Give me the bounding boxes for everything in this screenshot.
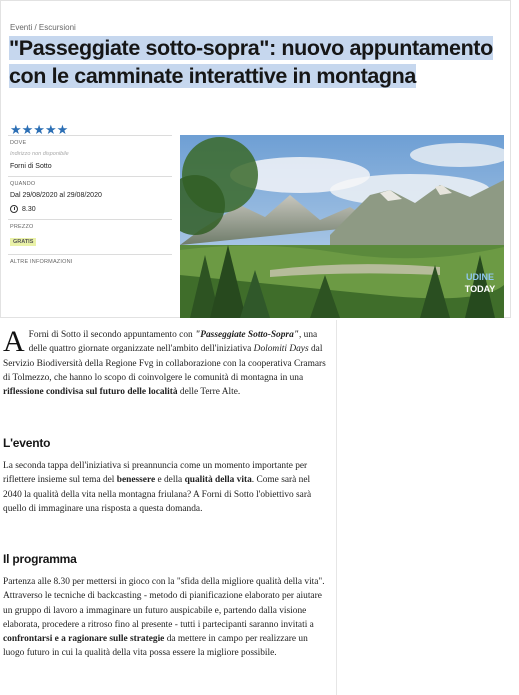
- rating-stars[interactable]: ★★★★★: [10, 122, 69, 137]
- where-address: Indirizzo non disponibile: [10, 151, 69, 157]
- evento-paragraph: [3, 459, 329, 516]
- clock-icon: [10, 205, 18, 213]
- intro-text-1: Forni di Sotto il secondo appuntamento con: [28, 330, 196, 340]
- intro-paragraph: [3, 325, 329, 399]
- where-value: Forni di Sotto: [10, 163, 52, 170]
- where-label: DOVE: [10, 140, 27, 146]
- intro-text-4: delle Terre Alte.: [177, 387, 241, 398]
- page-title: [9, 34, 505, 90]
- watermark-line1: UDINE: [465, 272, 495, 282]
- info-price: [8, 219, 172, 254]
- page-title-text: "Passeggiate sotto-sopra": nuovo appuntamento con le camminate interattive in montagna: [9, 36, 493, 88]
- event-photo: [180, 135, 504, 318]
- article-body: [0, 320, 337, 695]
- section-heading-evento: L'evento: [3, 436, 51, 450]
- programma-text-2: da mettere in campo per realizzare un luogo futuro in cui la qualità della vita possa essere la migliore possibile.: [3, 634, 308, 659]
- breadcrumb[interactable]: Eventi / Escursioni: [10, 23, 76, 32]
- intro-text-3: dal Servizio Biodiversità della Regione Fvg in collaborazione con la cooperativa Cramars di Tolmezzo, che hanno lo scopo di coinvolgere le comunità di montagna in una: [3, 344, 326, 383]
- programma-bold-1: confrontarsi e a ragionare sulle strategie: [3, 634, 165, 645]
- event-header-card: [0, 0, 511, 318]
- time-row: [10, 205, 170, 213]
- mountain-landscape-image: [180, 135, 504, 318]
- intro-bold-title: "Passeggiate Sotto-Sopra": [195, 330, 299, 340]
- price-badge: GRATIS: [10, 238, 36, 246]
- evento-bold-2: qualità della vita: [184, 475, 252, 486]
- event-info-panel: [8, 135, 172, 271]
- intro-bold-phrase: riflessione condivisa sul futuro delle località: [3, 387, 178, 398]
- info-more: [8, 254, 172, 271]
- when-label: QUANDO: [10, 181, 36, 187]
- programma-paragraph: [3, 575, 329, 661]
- programma-text-1: Partenza alle 8.30 per mettersi in gioco con la "sfida della migliore qualità della vita". Attraverso le tecniche di backcasting - metodo di pianificazione elaborato per aiutare un gruppo di lavoro a immaginare un futuro auspicabile e, partendo dalla visione elaborata, procedere a ritroso fino al presente - tutti i partecipanti saranno invitati a: [3, 577, 325, 630]
- when-value: Dal 29/08/2020 al 29/08/2020: [10, 192, 102, 199]
- info-when: [8, 176, 172, 219]
- evento-bold-1: benessere: [116, 475, 156, 486]
- section-heading-programma: Il programma: [3, 552, 77, 566]
- time-value: 8.30: [22, 205, 36, 213]
- evento-text-2: e della: [155, 475, 185, 486]
- info-where: [8, 135, 172, 176]
- price-label: PREZZO: [10, 224, 34, 230]
- evento-text-1: La seconda tappa dell'iniziativa si preannuncia come un momento importante per riflettere insieme sul tema del: [3, 461, 308, 486]
- watermark-line2: TODAY: [464, 284, 496, 294]
- more-info-label[interactable]: ALTRE INFORMAZIONI: [10, 259, 73, 265]
- intro-italic-event: Dolomiti Days: [253, 344, 309, 355]
- evento-text-3: . Come sarà nel 2040 la qualità della vita nella montagna friulana? A Forni di Sotto l'obiettivo sarà quello di immaginare una risposta a questa domanda.: [3, 475, 312, 514]
- dropcap: A: [3, 325, 25, 358]
- intro-text-2: , una delle quattro giornate organizzate nell'ambito dell'iniziativa: [28, 330, 318, 355]
